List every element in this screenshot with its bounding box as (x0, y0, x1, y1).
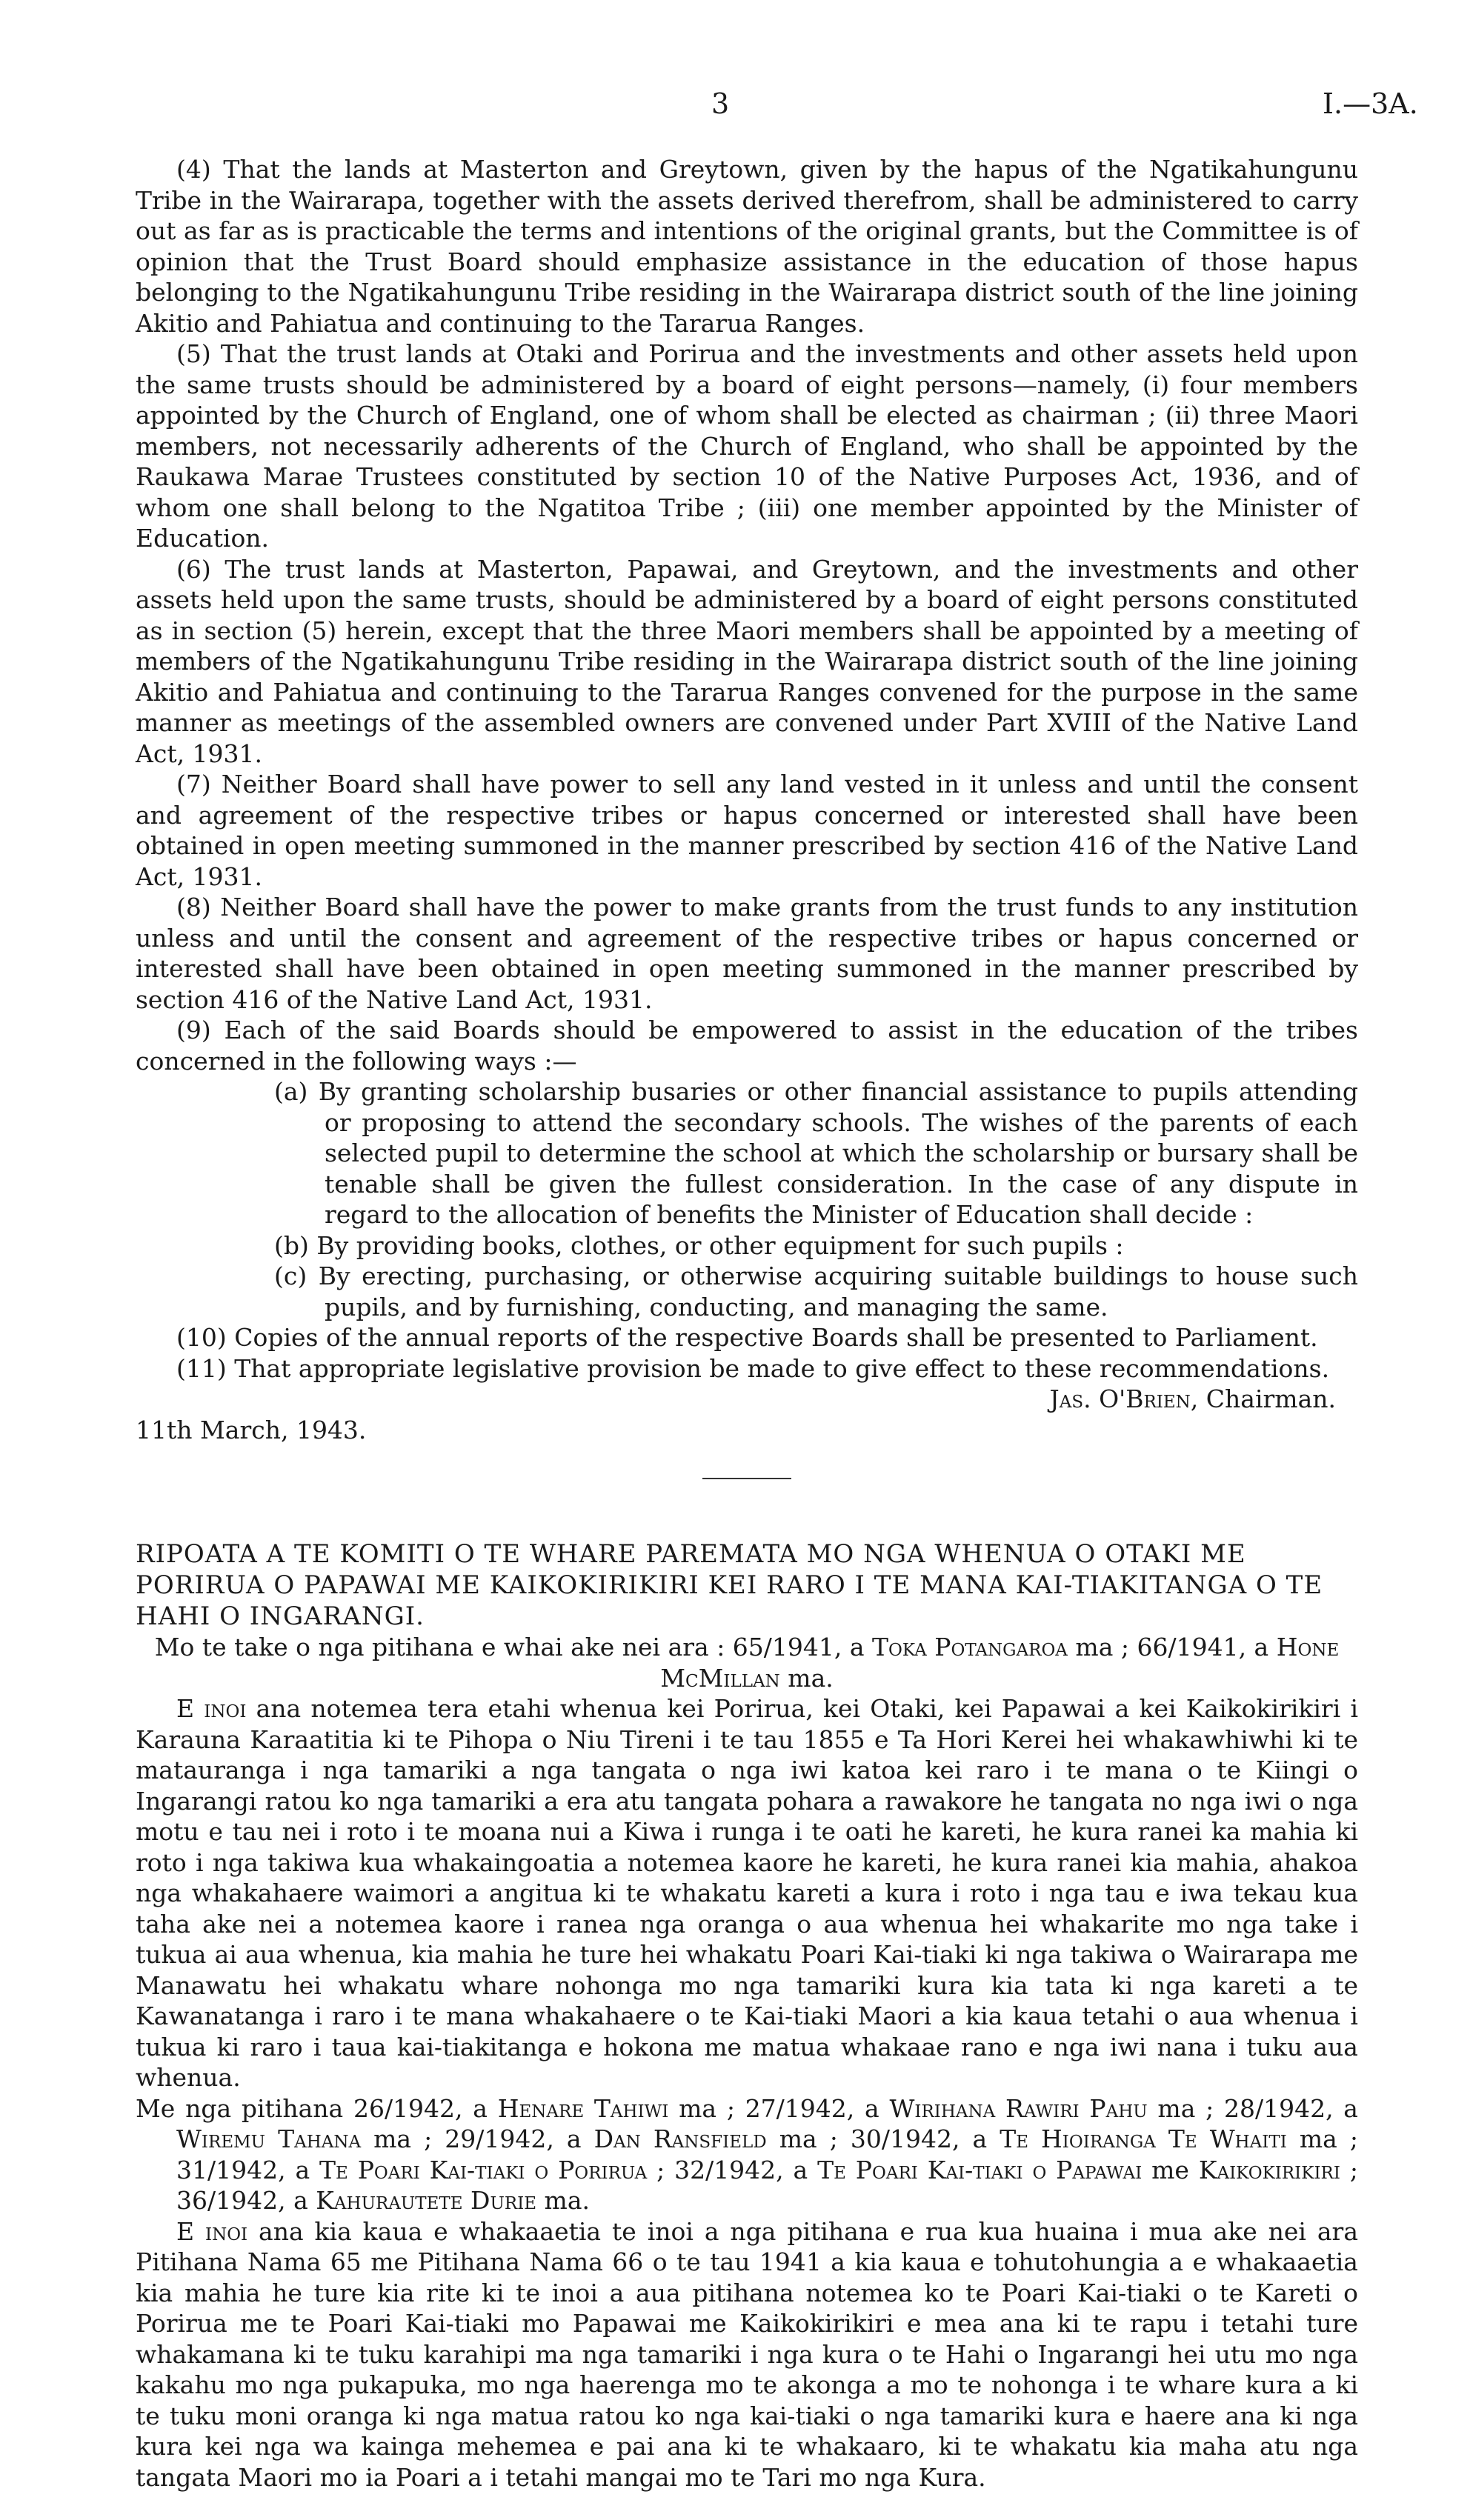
signature (136, 1384, 1358, 1415)
petition-reference-1 (136, 1632, 1358, 1693)
paragraph-text: ana kia kaua e whakaaetia te inoi a nga pitihana e rua kua huaina i mua ake nei ara Pitihana Nama 65 me Pitihana Nama 66 o te tau 1941 a kia kaua e tohutohungia a e whakaaetia kia mahia he ture kia rite ki te inoi a aua pitihana notemea ko te Poari Kai-tiaki o te Kareti o Porirua me te Poari Kai-tiaki mo Papawai me Kaikokirikiri e mea ana ki te rapu i tetahi ture whakamana ki te tuku karahipi ma nga tamariki i nga kura o te Hahi o Ingarangi hei utu mo nga kakahu mo nga pukapuka, mo nga haerenga mo te akonga a mo te nohonga i te whare kura a ki te tuku moni oranga ki nga matua ratou ko nga kai-tiaki o nga tamariki kura e haere ana ki nga kura kei nga wa kainga mehemea e pai ana ki te whakaaro, ki te whakatu kia maha atu nga tangata Maori mo ia Poari a i tetahi mangai mo te Tari mo nga Kura. (136, 2216, 1358, 2492)
petition-separator: ma ; (668, 2093, 745, 2123)
paragraph-text: ana notemea tera etahi whenua kei Porirua, kei Otaki, kei Papawai a kei Kaikokirikiri i Karauna Karaatitia ki te Pihopa o Niu Tireni i te tau 1855 e Ta Hori Kerei hei whakawhiwhi ki te matauranga i nga tamariki a nga tangata o nga iwi katoa kei raro i te mana o te Kiingi o Ingarangi ratou ko nga tamariki a era atu tangata pohara a rawakore he tangata no nga iwi o nga motu e tau nei i roto i te moana nui a Kiwa i runga i te oati he kareti, he kura ranei ka mahia ki roto i nga takiwa kua whakaingoatia a notemea kaore he kareti, he kura ranei kia mahia, ahakoa nga whakahaere waimori a angitua ki te whakatu kareti a kura i roto i nga tau e iwa tekau kua taha ake nei a notemea kaore i ranea nga oranga o aua whenua hei whakarite mo nga take i tukua ai aua whenua, kia mahia he ture hei whakatu Poari Kai-tiaki ki nga takiwa o Wairarapa me Manawatu hei whakatu whare nohonga mo nga tamariki kura kia tata ki nga kareti a te Kawanatanga i raro i te mana whakahaere o te Kai-tiaki Maori a kia kaua tetahi o aua whenua i tukua ki raro i taua kai-tiakitanga e hokona me matua whakaae rano e nga iwi nana i tuku aua whenua. (136, 1694, 1358, 2092)
petitioner-name: Wiremu Tahana (176, 2124, 362, 2153)
section-divider (702, 1478, 791, 1479)
paragraph-4: (4) That the lands at Masterton and Greytown, given by the hapus of the Ngatikahungunu Tribe in the Wairarapa, together with the assets derived therefrom, shall be administered to carry out as far as is practicable the terms and intentions of the original grants, but the Committee is of opinion that the Trust Board should emphasize assistance in the education of those hapus belonging to the Ngatikahungunu Tribe residing in the Wairarapa district south of the line joining Akitio and Pahiatua and continuing to the Tararua Ranges. (136, 155, 1358, 338)
signatory-role: , Chairman. (1190, 1384, 1336, 1413)
maori-paragraph-2 (136, 2216, 1358, 2493)
lead-words: E inoi (176, 1694, 247, 1723)
petition-separator: ma. (536, 2186, 591, 2215)
lead-words: E inoi (176, 2216, 248, 2246)
paragraph-5: (5) That the trust lands at Otaki and Porirua and the investments and other assets held upon the same trusts should be administered by a board of eight persons—namely, (i) four members appointed by the Church of England, one of whom shall be elected as chairman ; (ii) three Maori members, not necessarily adherents of the Church of England, who shall be appointed by the Raukawa Marae Trustees constituted by section 10 of the Native Purposes Act, 1936, and of whom one shall belong to the Ngatitoa Tribe ; (iii) one member appointed by the Minister of Education. (136, 339, 1358, 553)
petition-reference-2 (136, 2093, 1358, 2216)
petition-intro-text: ma ; 66/1941, a (1067, 1633, 1277, 1661)
paragraph-10: (10) Copies of the annual reports of the respective Boards shall be presented to Parliament. (176, 1323, 1318, 1352)
document-reference: I.—3A. (1323, 87, 1418, 120)
petition-number: 36/1942, a (176, 2186, 316, 2215)
petition-number: 28/1942, a (1223, 2093, 1358, 2123)
petitioner-name: Toka Potangaroa (872, 1633, 1068, 1661)
maori-report-heading: RIPOATA A TE KOMITI O TE WHARE PAREMATA MO NGA WHENUA O OTAKI ME PORIRUA O PAPAWAI ME KAIKOKIRIKIRI KEI RARO I TE MANA KAI-TIAKITANGA O TE HAHI O INGARANGI. (136, 1539, 1323, 1631)
paragraph-9a: (a) By granting scholarship busaries or other financial assistance to pupils attending or proposing to attend the secondary schools. The wishes of the parents of each selected pupil to determine the school at which the scholarship or bursary shall be tenable shall be given the fullest consideration. In the case of any dispute in regard to the allocation of benefits the Minister of Education shall decide : (274, 1077, 1358, 1229)
petition-number: 32/1942, a (674, 2155, 818, 2184)
paragraph-11: (11) That appropriate legislative provision be made to give effect to these recommendations. (176, 1353, 1330, 1383)
petition-separator: ma ; (361, 2124, 445, 2153)
paragraph-9: (9) Each of the said Boards should be empowered to assist in the education of the tribes concerned in the following ways :— (136, 1016, 1358, 1076)
petition-separator: ma ; (1147, 2093, 1224, 2123)
petitioner-name: Hone McMillan (660, 1633, 1340, 1693)
petition-number: Me nga pitihana 26/1942, a (136, 2093, 498, 2123)
petition-number: 31/1942, a (176, 2155, 320, 2184)
petition-intro-text: Mo te take o nga pitihana e whai ake nei ara : 65/1941, a (154, 1633, 873, 1661)
report-date: 11th March, 1943. (136, 1415, 367, 1444)
paragraph-6: (6) The trust lands at Masterton, Papawai, and Greytown, and the investments and other assets held upon the same trusts, should be administered by a board of eight persons constituted as in section (5) herein, except that the three Maori members shall be appointed by a meeting of members of the Ngatikahungunu Tribe residing in the Wairarapa district south of the line joining Akitio and Pahiatua and continuing to the Tararua Ranges convened for the purpose in the same manner as meetings of the assembled owners are convened under Part XVIII of the Native Land Act, 1931. (136, 554, 1358, 768)
petitioner-name: Te Poari Kai-tiaki o Porirua (319, 2155, 648, 2184)
petitioner-name: Te Poari Kai-tiaki o Papawai (817, 2155, 1143, 2184)
petitioner-name: Te Hioiranga Te Whaiti (1000, 2124, 1287, 2153)
petitioner-name: Kahurautete Durie (316, 2186, 537, 2215)
petition-number: 30/1942, a (850, 2124, 1000, 2153)
paragraph-9c: (c) By erecting, purchasing, or otherwise acquiring suitable buildings to house such pupils, and by furnishing, conducting, and managing the same. (274, 1261, 1358, 1321)
page-number: 3 (711, 87, 730, 120)
petitioner-name: Dan Ransfield (593, 2124, 767, 2153)
report-body (136, 154, 1358, 2493)
petitioner-name: Henare Tahiwi (497, 2093, 669, 2123)
paragraph-9b: (b) By providing books, clothes, or other equipment for such pupils : (274, 1230, 1124, 1260)
petition-number: 27/1942, a (745, 2093, 890, 2123)
petitioner-name: Wirihana Rawiri Pahu (889, 2093, 1148, 2123)
petition-separator: ma ; (1286, 2124, 1358, 2153)
petition-number: 29/1942, a (445, 2124, 594, 2153)
paragraph-7: (7) Neither Board shall have power to sell any land vested in it unless and until the consent and agreement of the respective tribes or hapus concerned or interested shall have been obtained in open meeting summoned in the manner prescribed by section 416 of the Native Land Act, 1931. (136, 770, 1358, 891)
petition-separator: ; (1340, 2155, 1358, 2184)
petition-separator: ma ; (766, 2124, 851, 2153)
petition-intro-text: ma. (779, 1663, 834, 1693)
maori-paragraph-1 (136, 1693, 1358, 2093)
petition-separator: me (1142, 2155, 1199, 2184)
petition-separator: ; (647, 2155, 675, 2184)
signatory-name: Jas. O'Brien (1049, 1384, 1191, 1413)
petitioner-name: Kaikokirikiri (1198, 2155, 1340, 2184)
paragraph-8: (8) Neither Board shall have the power to make grants from the trust funds to any institution unless and until the consent and agreement of the respective tribes or hapus concerned or interested shall have been obtained in open meeting summoned in the manner prescribed by section 416 of the Native Land Act, 1931. (136, 893, 1358, 1014)
